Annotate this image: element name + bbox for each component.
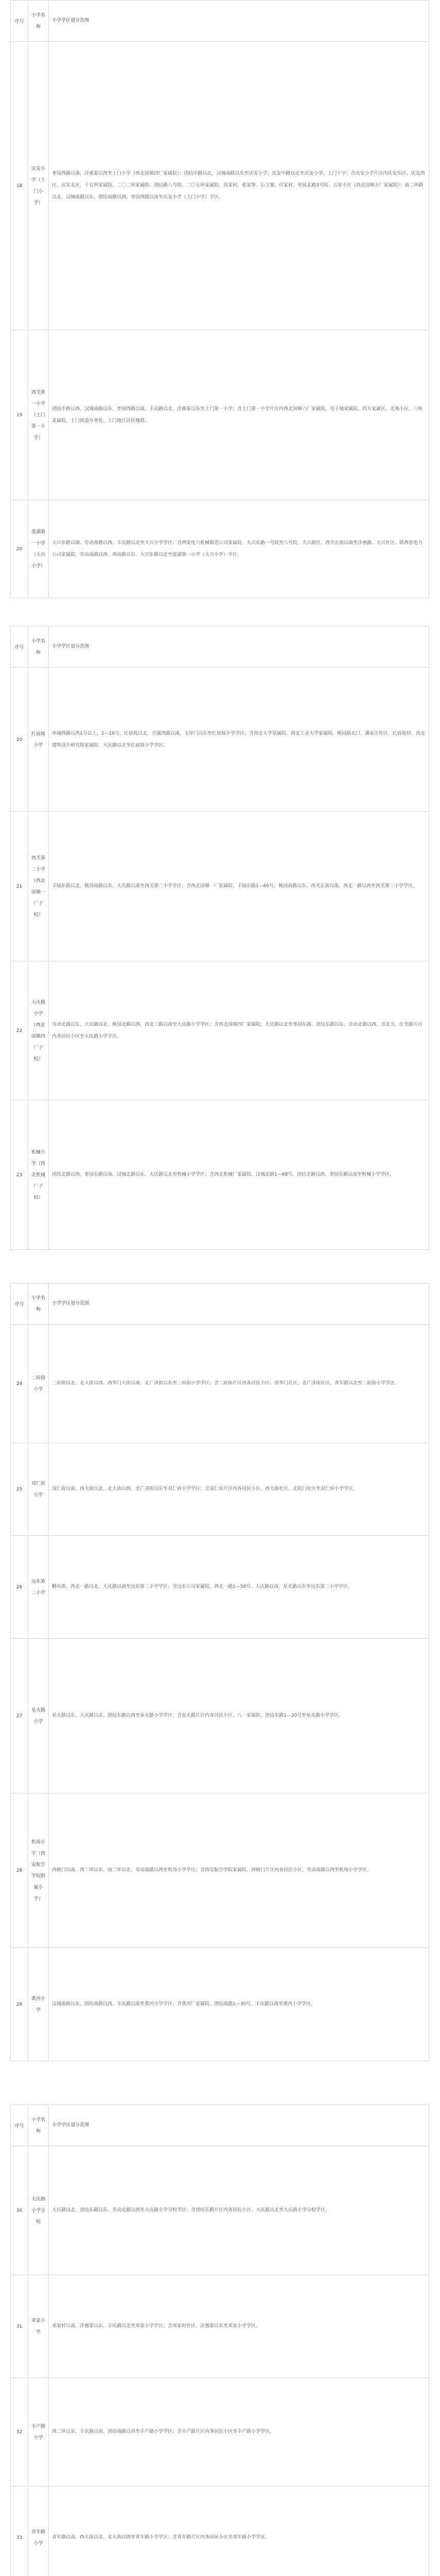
row-school: 远东第二小学: [28, 1536, 49, 1639]
row-no: 27: [11, 1639, 28, 1793]
row-area: 团结北路以西、枣园东路以南、汉城北路以东、大庆路以北至机械小学学区；含西北机械厂家属院、汉城北路1—68号、团结北路以西、枣园东路以南至机械小学学区。: [49, 1100, 429, 1250]
row-no: 29: [11, 1948, 28, 2061]
row-area: 双仁府以南、西大街以北、北大街以西、北广济街以东至双仁府小学学区；含双仁府片区内各居民小区、西大街社区、北院门社区至双仁府小学学区。: [49, 1443, 429, 1536]
district-table-2: [10, 626, 429, 1250]
row-area: 丰镐东路以北、桃园南路以东、大庆路以南至西关第二小学学区；含西北国棉一厂家属院、丰镐东路1—60号、桃园南路以东、西关正街以南、西北一路以西至西关第二小学学区。: [49, 812, 429, 961]
row-no: 25: [11, 1443, 28, 1536]
table-row: [11, 500, 429, 598]
row-no: 33: [11, 2486, 28, 2576]
row-no: 28: [11, 1793, 28, 1948]
table-header-row: [11, 626, 429, 668]
header-school: 小学名称: [28, 626, 49, 668]
row-area: 星火路以东、大庆路以北、团结东路以西至星火路小学学区；含星火路片区内各居民小区、八一家属院、团结东路1—20号至星火路小学学区。: [49, 1639, 429, 1793]
table-header-row: [11, 1, 429, 42]
district-table-1: [10, 0, 429, 598]
header-no: 序号: [11, 1283, 28, 1325]
row-no: 31: [11, 2275, 28, 2378]
header-area: 小学学区划分范围: [49, 626, 429, 668]
header-no: 序号: [11, 626, 28, 668]
header-no: 序号: [11, 1, 28, 42]
row-area: 团结中路以西、汉城南路以东、枣园西路以南、丰庆路以北、沣惠渠以东至土门第一小学；含土门第一小学片区内西北国棉六厂家属院、电子城家属院、四方家属区、北苑小区、三桥家属院、土门街道办事处、土门地区居民楼群。: [49, 330, 429, 500]
table-row: [11, 42, 429, 330]
table-row: [11, 812, 429, 961]
table-row: [11, 1793, 429, 1948]
row-school: 青年路小学: [28, 2486, 49, 2576]
table-header-row: [11, 1283, 429, 1325]
row-school: 机场小学（西安航空学院附属小学）: [28, 1793, 49, 1948]
row-no: 24: [11, 1325, 28, 1443]
row-school: 西关第一小学（土门第一小学）: [28, 330, 49, 500]
table-panel-4: [0, 2105, 440, 2576]
row-no: 30: [11, 2146, 28, 2275]
table-panel-1: [0, 0, 440, 603]
table-row: [11, 1536, 429, 1639]
row-school: 大庆路小学（西北国棉四厂子校）: [28, 961, 49, 1100]
table-row: [11, 1639, 429, 1793]
row-no: 32: [11, 2378, 28, 2486]
row-area: 西二环以东、丰庆路以南、团结南路以西至丰产路小学学区；含丰产路片区内各居民小区至丰产路小学学区。: [49, 2378, 429, 2486]
table-row: [11, 2275, 429, 2378]
row-area: 汉城南路以东、团结南路以西、丰庆路以南至黄河小学学区；含黄河厂家属院、团结南路1—30号、丰庆路以南至黄河小学学区。: [49, 1948, 429, 2061]
row-school: 二府街小学: [28, 1325, 49, 1443]
row-area: 西稍门以南、西二环以东、南二环以北、劳动南路以西至机场小学学区；含西安航空学院家属院、西稍门片区内各居民小区、劳动南路以西至机场小学学区。: [49, 1793, 429, 1948]
row-area: 大庆路以北、团结东路以东、劳动北路以西至大庆路小学分校学区；含团结东路片区内各居民小区、大庆路以北至大庆路小学分校学区。: [49, 2146, 429, 2275]
table-row: [11, 668, 429, 812]
row-school: 黄河小学: [28, 1948, 49, 2061]
row-area: 糖坊街、西北一路以北、大庆路以南至远东第二小学学区；含远东公司家属院、西北一路1—58号、大庆路以南、星火路以东至远东第二小学学区。: [49, 1536, 429, 1639]
row-no: 23: [11, 1100, 28, 1250]
table-row: [11, 330, 429, 500]
row-no: 22: [11, 961, 28, 1100]
district-table-3: [10, 1283, 429, 2061]
row-school: 星火路小学: [28, 1639, 49, 1793]
row-area: 枣园西路以南，沣惠渠以西至土门小学（西北国棉四厂家属院）；团结中路以北，汉城南路以东至庆安小学；庆安中路以北至庆安小学、土门十字；含庆安小学片区内庆安东区、庆安西区、庆安北区、十五所家属院、二〇二所家属院、团结路八号院、二〇五所家属院、高家村、张家堡、后卫寨、付家村、枣园北路3号院、五星小区（西北国棉五厂家属院）；南二环路以北，汉城南路以东、团结南路以西、枣园西路以南至庆安小学（土门小学）学区。: [49, 42, 429, 330]
table-row: [11, 1948, 429, 2061]
table-panel-2: [0, 626, 440, 1260]
header-school: 小学名称: [28, 2105, 49, 2146]
row-no: 20: [11, 500, 28, 598]
table-row: [11, 1100, 429, 1250]
row-area: 青年路以南、西大街以北、北大街以西至青年路小学学区；含青年路片区内各居民小区至青年路小学学区。: [49, 2486, 429, 2576]
table-header-row: [11, 2105, 429, 2146]
header-area: 小学学区划分范围: [49, 1283, 429, 1325]
row-no: 21: [11, 812, 28, 961]
row-school: 机械小学（西北机械厂子校）: [28, 1100, 49, 1250]
table-row: [11, 2486, 429, 2576]
row-area: 大兴东路以南、劳动南路以西、丰庆路以北至大兴小学学区；含西安电力机械制造公司家属院、大兴东路一号院至八号院、大兴新区、西关正街以南至沣惠路、大兴社区、陕西省电力公司家属院、劳动南路以西、西站路以东、大兴东路以北至莲湖第一小学（大兴小学）学区。: [49, 500, 429, 598]
row-school: 红庙坡小学: [28, 668, 49, 812]
district-table-4: [10, 2105, 429, 2576]
header-school: 小学名称: [28, 1283, 49, 1325]
row-no: 19: [11, 330, 28, 500]
header-area: 小学学区划分范围: [49, 1, 429, 42]
row-no: 20: [11, 668, 28, 812]
row-no: 18: [11, 42, 28, 330]
table-panel-3: [0, 1283, 440, 2081]
table-row: [11, 961, 429, 1100]
row-school: 莲湖第一小学（大兴小学）: [28, 500, 49, 598]
row-school: 双仁府小学: [28, 1443, 49, 1536]
row-school: 西关第二小学（西北国棉一厂子校）: [28, 812, 49, 961]
header-school: 小学名称: [28, 1, 49, 42]
table-row: [11, 2378, 429, 2486]
row-area: 劳动北路以东、大庆路以北、桃园北路以西、西北二路以南至大庆路小学学区；含西北国棉四厂家属院、大庆路以北至枣园东路、团结东路以东、劳动北路以西、含北关、红光路片区内各居民小区至大庆路小学学区。: [49, 961, 429, 1100]
row-school: 庆安小学（土门小学）: [28, 42, 49, 330]
table-row: [11, 1325, 429, 1443]
row-school: 邓家小学: [28, 2275, 49, 2378]
row-area: 环城西路以西1号以上，2—16号，红庙坡以北，自强西路以南，玉祥门以东至红庙坡小学学区；含西北大学家属院、西北工业大学家属院、桃园路北口、潘家庄社区、红庙坡村、西北建筑设计研究院家属院、大庆路以北至红庙坡小学学区。: [49, 668, 429, 812]
row-school: 丰产路小学: [28, 2378, 49, 2486]
row-school: 大庆路小学分校: [28, 2146, 49, 2275]
row-area: 二府街以北、北大街以西、西华门大街以南、北广济街以东至二府街小学学区；含二府街片区内各居民小区、西华门社区、北广济街社区、青年路以北至二府街小学学区。: [49, 1325, 429, 1443]
table-row: [11, 1443, 429, 1536]
header-no: 序号: [11, 2105, 28, 2146]
row-area: 邓家村以南、沣惠渠以东、丰庆路以北至邓家小学学区；含邓家村社区、沣惠渠以东至邓家小学学区。: [49, 2275, 429, 2378]
table-row: [11, 2146, 429, 2275]
header-area: 小学学区划分范围: [49, 2105, 429, 2146]
row-no: 26: [11, 1536, 28, 1639]
